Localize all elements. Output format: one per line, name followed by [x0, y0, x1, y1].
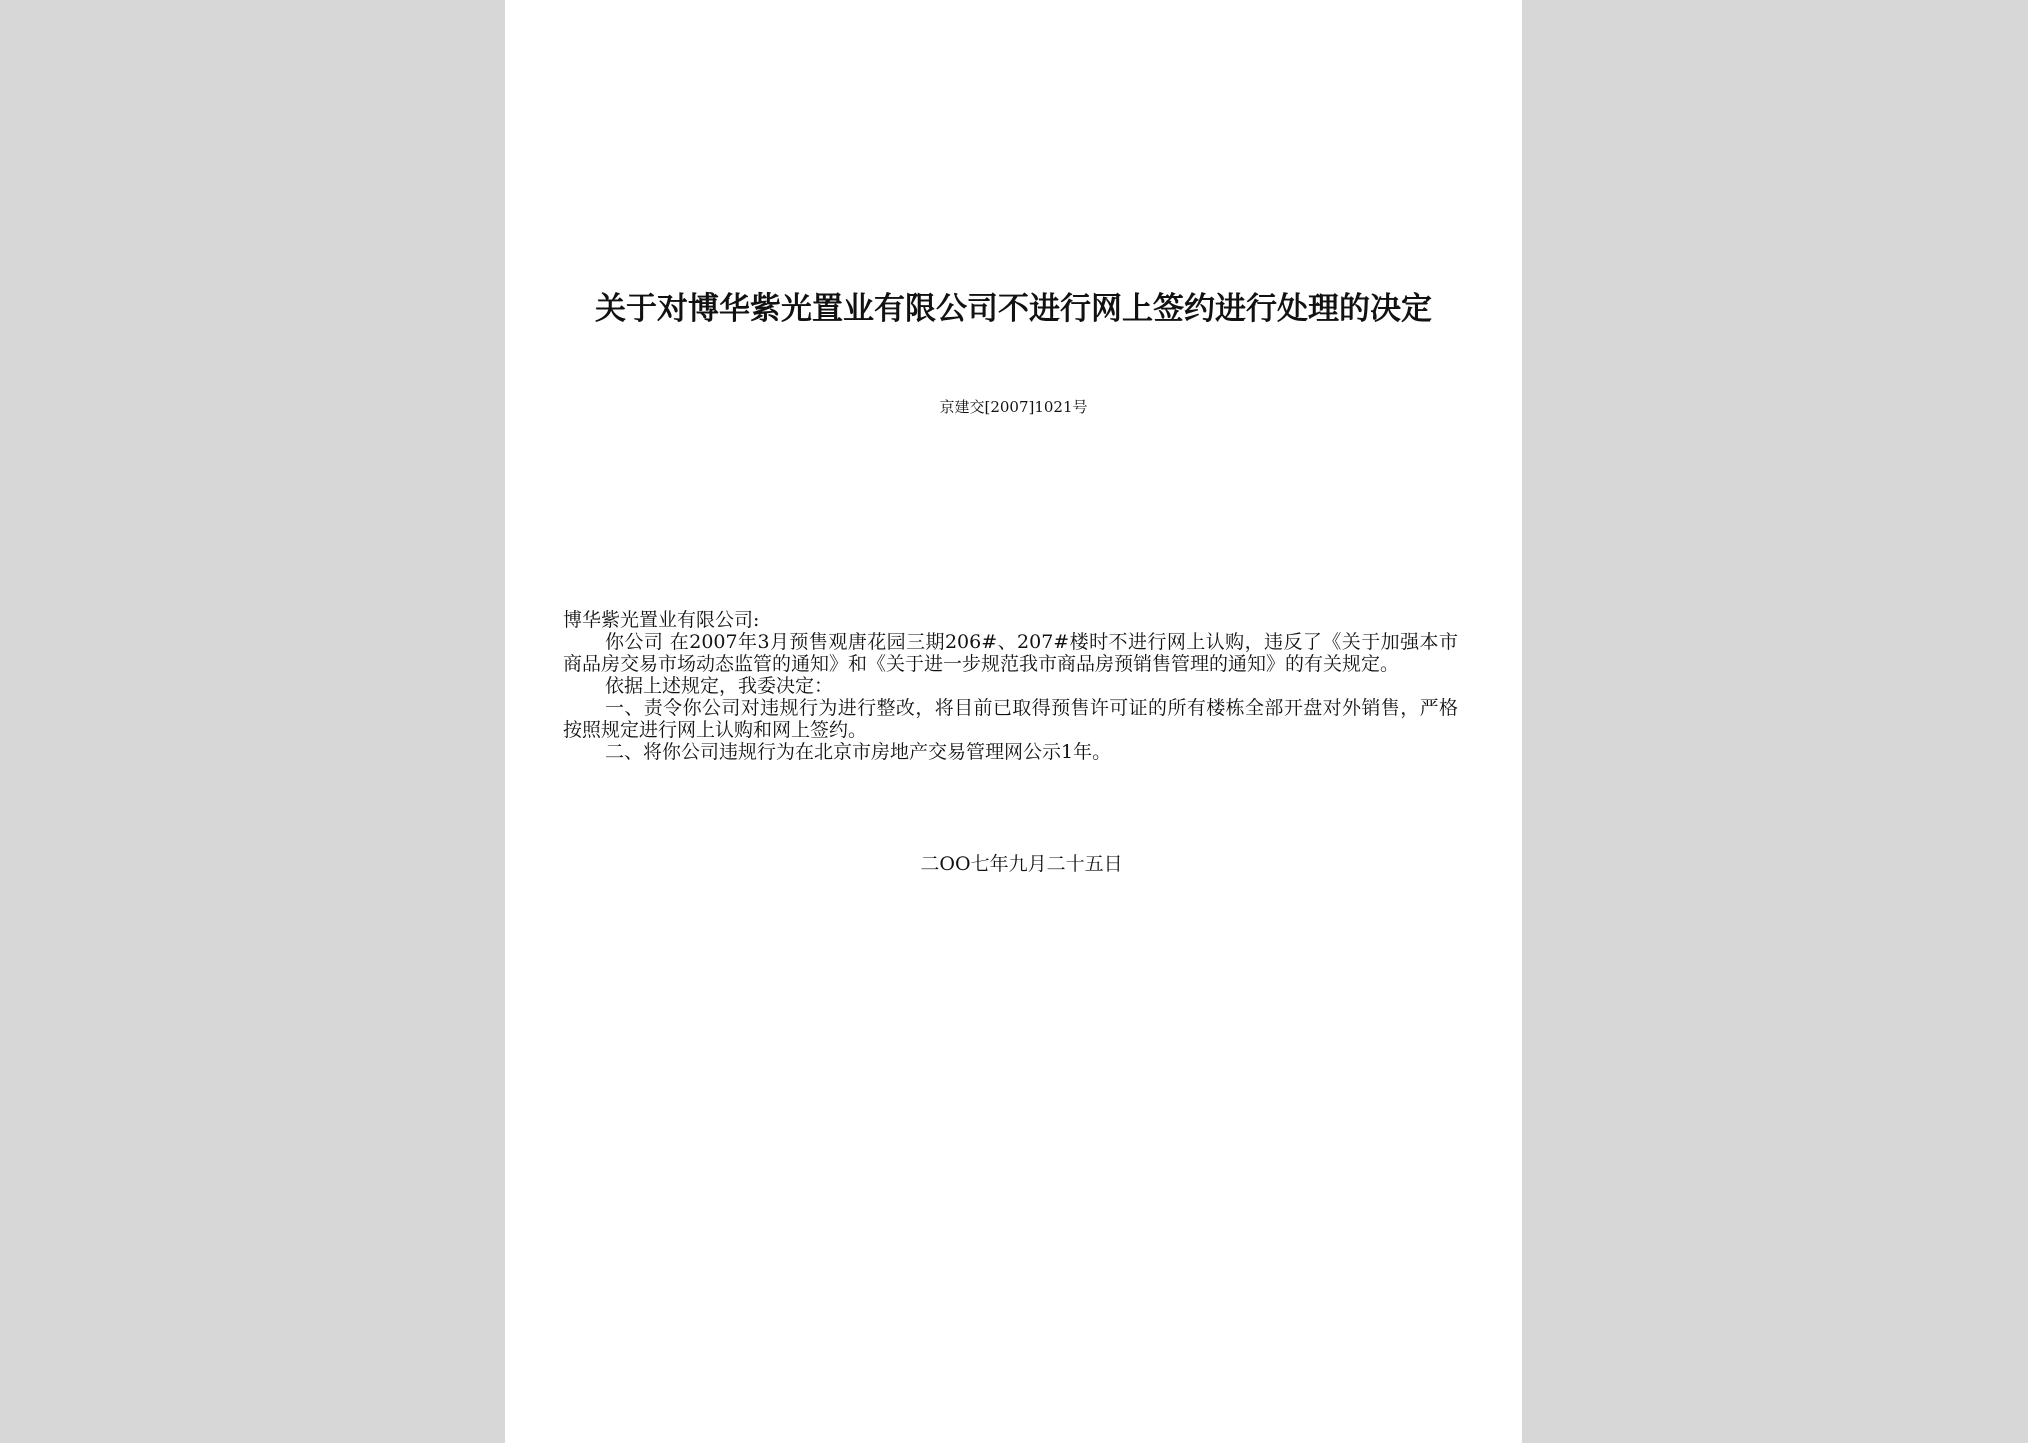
document-date: 二OO七年九月二十五日 [920, 853, 1123, 875]
body-paragraph: 一、责令你公司对违规行为进行整改，将目前已取得预售许可证的所有楼栋全部开盘对外销售，严格按照规定进行网上认购和网上签约。 [563, 697, 1458, 741]
document-body [563, 609, 1458, 763]
body-paragraph: 二、将你公司违规行为在北京市房地产交易管理网公示1年。 [605, 741, 1112, 763]
document-number: 京建交[2007]1021号 [939, 398, 1088, 416]
body-paragraph: 你公司 在2007年3月预售观唐花园三期206#、207#楼时不进行网上认购，违反了《关于加强本市商品房交易市场动态监管的通知》和《关于进一步规范我市商品房预销售管理的通知》的有关规定。 [563, 631, 1458, 675]
addressee: 博华紫光置业有限公司: [563, 609, 760, 631]
document-title: 关于对博华紫光置业有限公司不进行网上签约进行处理的决定 [595, 291, 1432, 327]
body-paragraph: 依据上述规定，我委决定： [605, 675, 834, 697]
document-page [505, 0, 1522, 1443]
